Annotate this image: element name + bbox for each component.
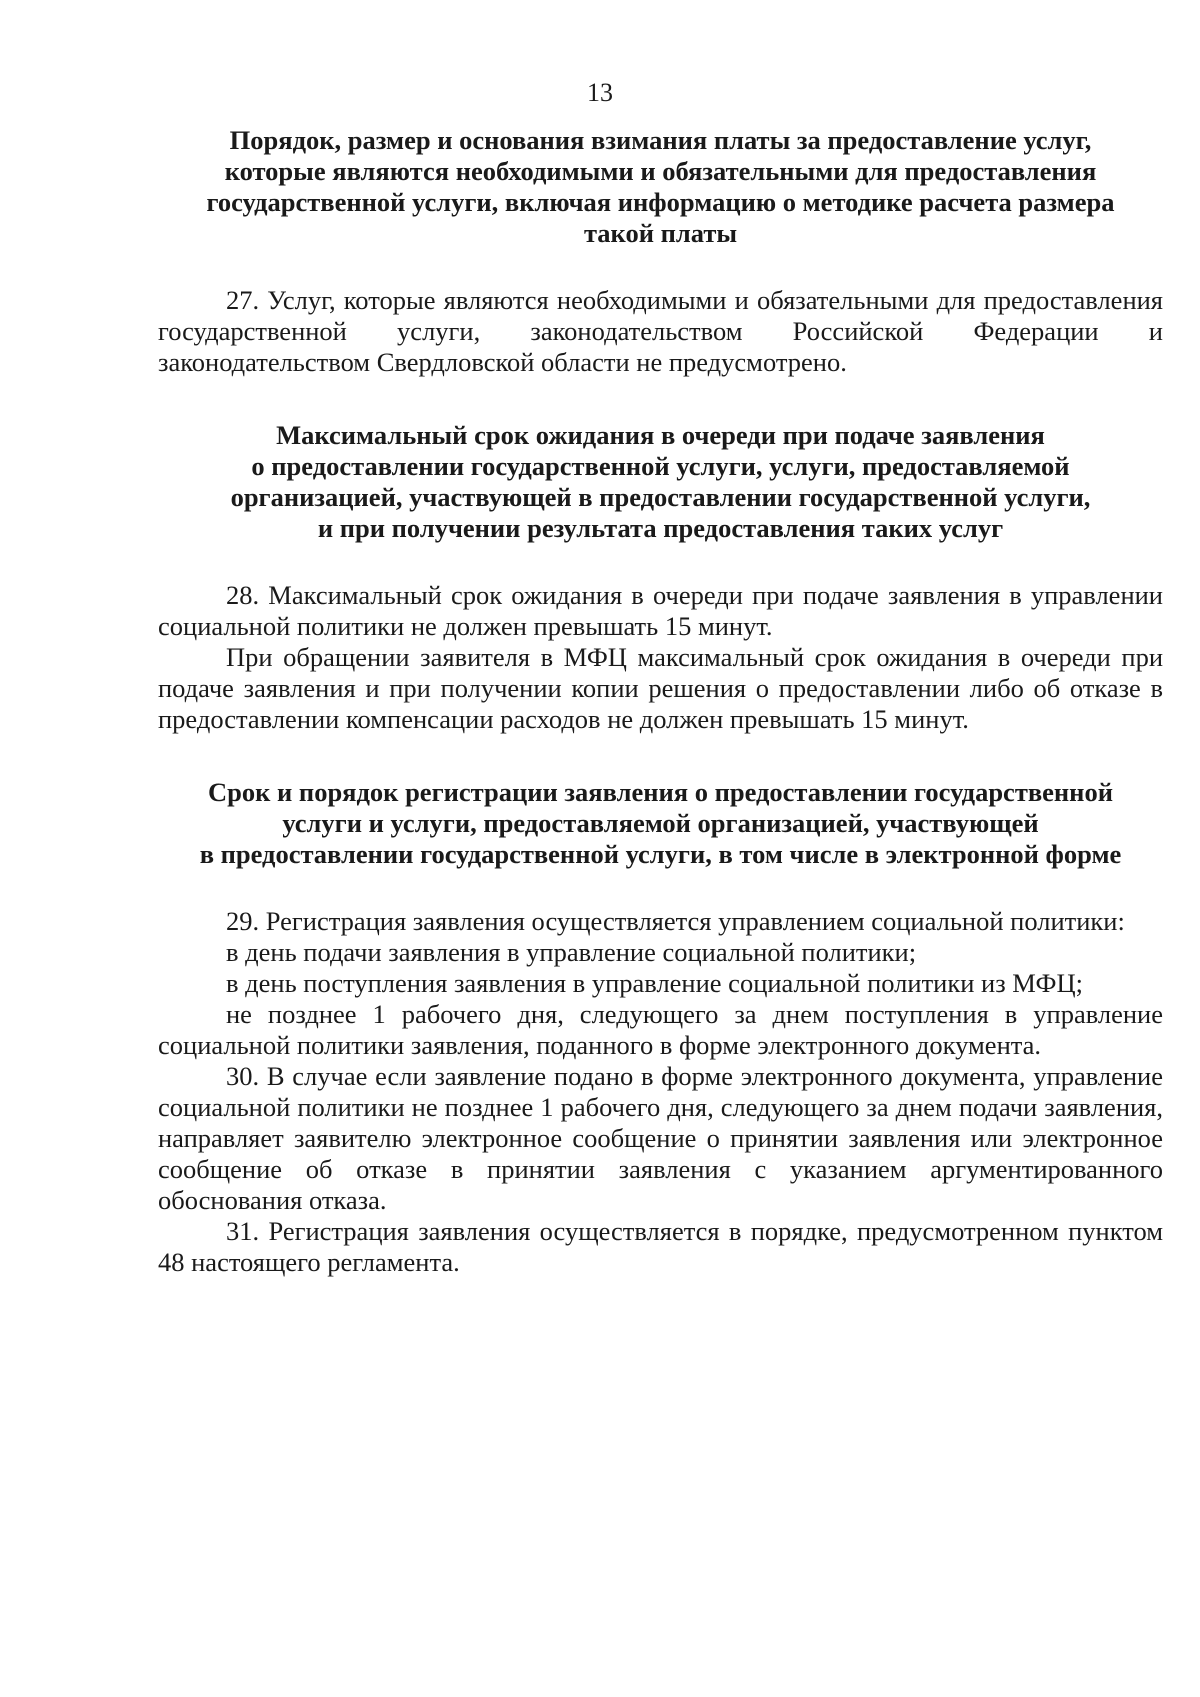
heading-line: Максимальный срок ожидания в очереди при подаче заявления — [276, 420, 1045, 450]
paragraph-27: 27. Услуг, которые являются необходимыми и обязательными для предоставления государственной услуги, законодательством Российской Федерации и законодательством Свердловской области не предусмотрено. — [158, 285, 1163, 377]
paragraph-29-item-2: в день поступления заявления в управление социальной политики из МФЦ; — [226, 968, 1083, 998]
heading-line: организацией, участвующей в предоставлении государственной услуги, — [230, 482, 1091, 512]
paragraph-29-item-3: не позднее 1 рабочего дня, следующего за днем поступления в управление социальной политики заявления, поданного в форме электронного документа. — [158, 999, 1163, 1060]
paragraph-30: 30. В случае если заявление подано в форме электронного документа, управление социальной политики не позднее 1 рабочего дня, следующего за днем подачи заявления, направляет заявителю электронное сообщение о принятии заявления или электронное сообщение об отказе в принятии заявления с указанием аргументированного обоснования отказа. — [158, 1061, 1163, 1215]
heading-line: государственной услуги, включая информацию о методике расчета размера — [206, 187, 1115, 217]
paragraph-28: 28. Максимальный срок ожидания в очереди при подаче заявления в управлении социальной политики не должен превышать 15 минут. — [158, 580, 1163, 641]
section-heading-registration — [158, 777, 1163, 870]
heading-line: Срок и порядок регистрации заявления о предоставлении государственной — [208, 777, 1113, 807]
heading-line: такой платы — [583, 218, 738, 248]
heading-line: и при получении результата предоставления таких услуг — [317, 513, 1004, 543]
page-content — [158, 125, 1163, 1278]
heading-line: в предоставлении государственной услуги, в том числе в электронной форме — [199, 839, 1122, 869]
paragraph-31: 31. Регистрация заявления осуществляется в порядке, предусмотренном пунктом 48 настоящего регламента. — [158, 1216, 1163, 1277]
heading-line: Порядок, размер и основания взимания платы за предоставление услуг, — [229, 125, 1092, 155]
paragraph-28-mfc: При обращении заявителя в МФЦ максимальный срок ожидания в очереди при подаче заявления и при получении копии решения о предоставлении либо об отказе в предоставлении компенсации расходов не должен превышать 15 минут. — [158, 642, 1163, 734]
heading-line: услуги и услуги, предоставляемой организацией, участвующей — [282, 808, 1039, 838]
paragraph-29: 29. Регистрация заявления осуществляется управлением социальной политики: — [226, 906, 1125, 936]
section-heading-queue-time — [158, 420, 1163, 544]
heading-line: которые являются необходимыми и обязательными для предоставления — [224, 156, 1097, 186]
paragraph-29-item-1: в день подачи заявления в управление социальной политики; — [226, 937, 917, 967]
heading-line: о предоставлении государственной услуги, услуги, предоставляемой — [251, 451, 1070, 481]
page-number: 13 — [587, 78, 613, 107]
section-heading-payment — [158, 125, 1163, 249]
